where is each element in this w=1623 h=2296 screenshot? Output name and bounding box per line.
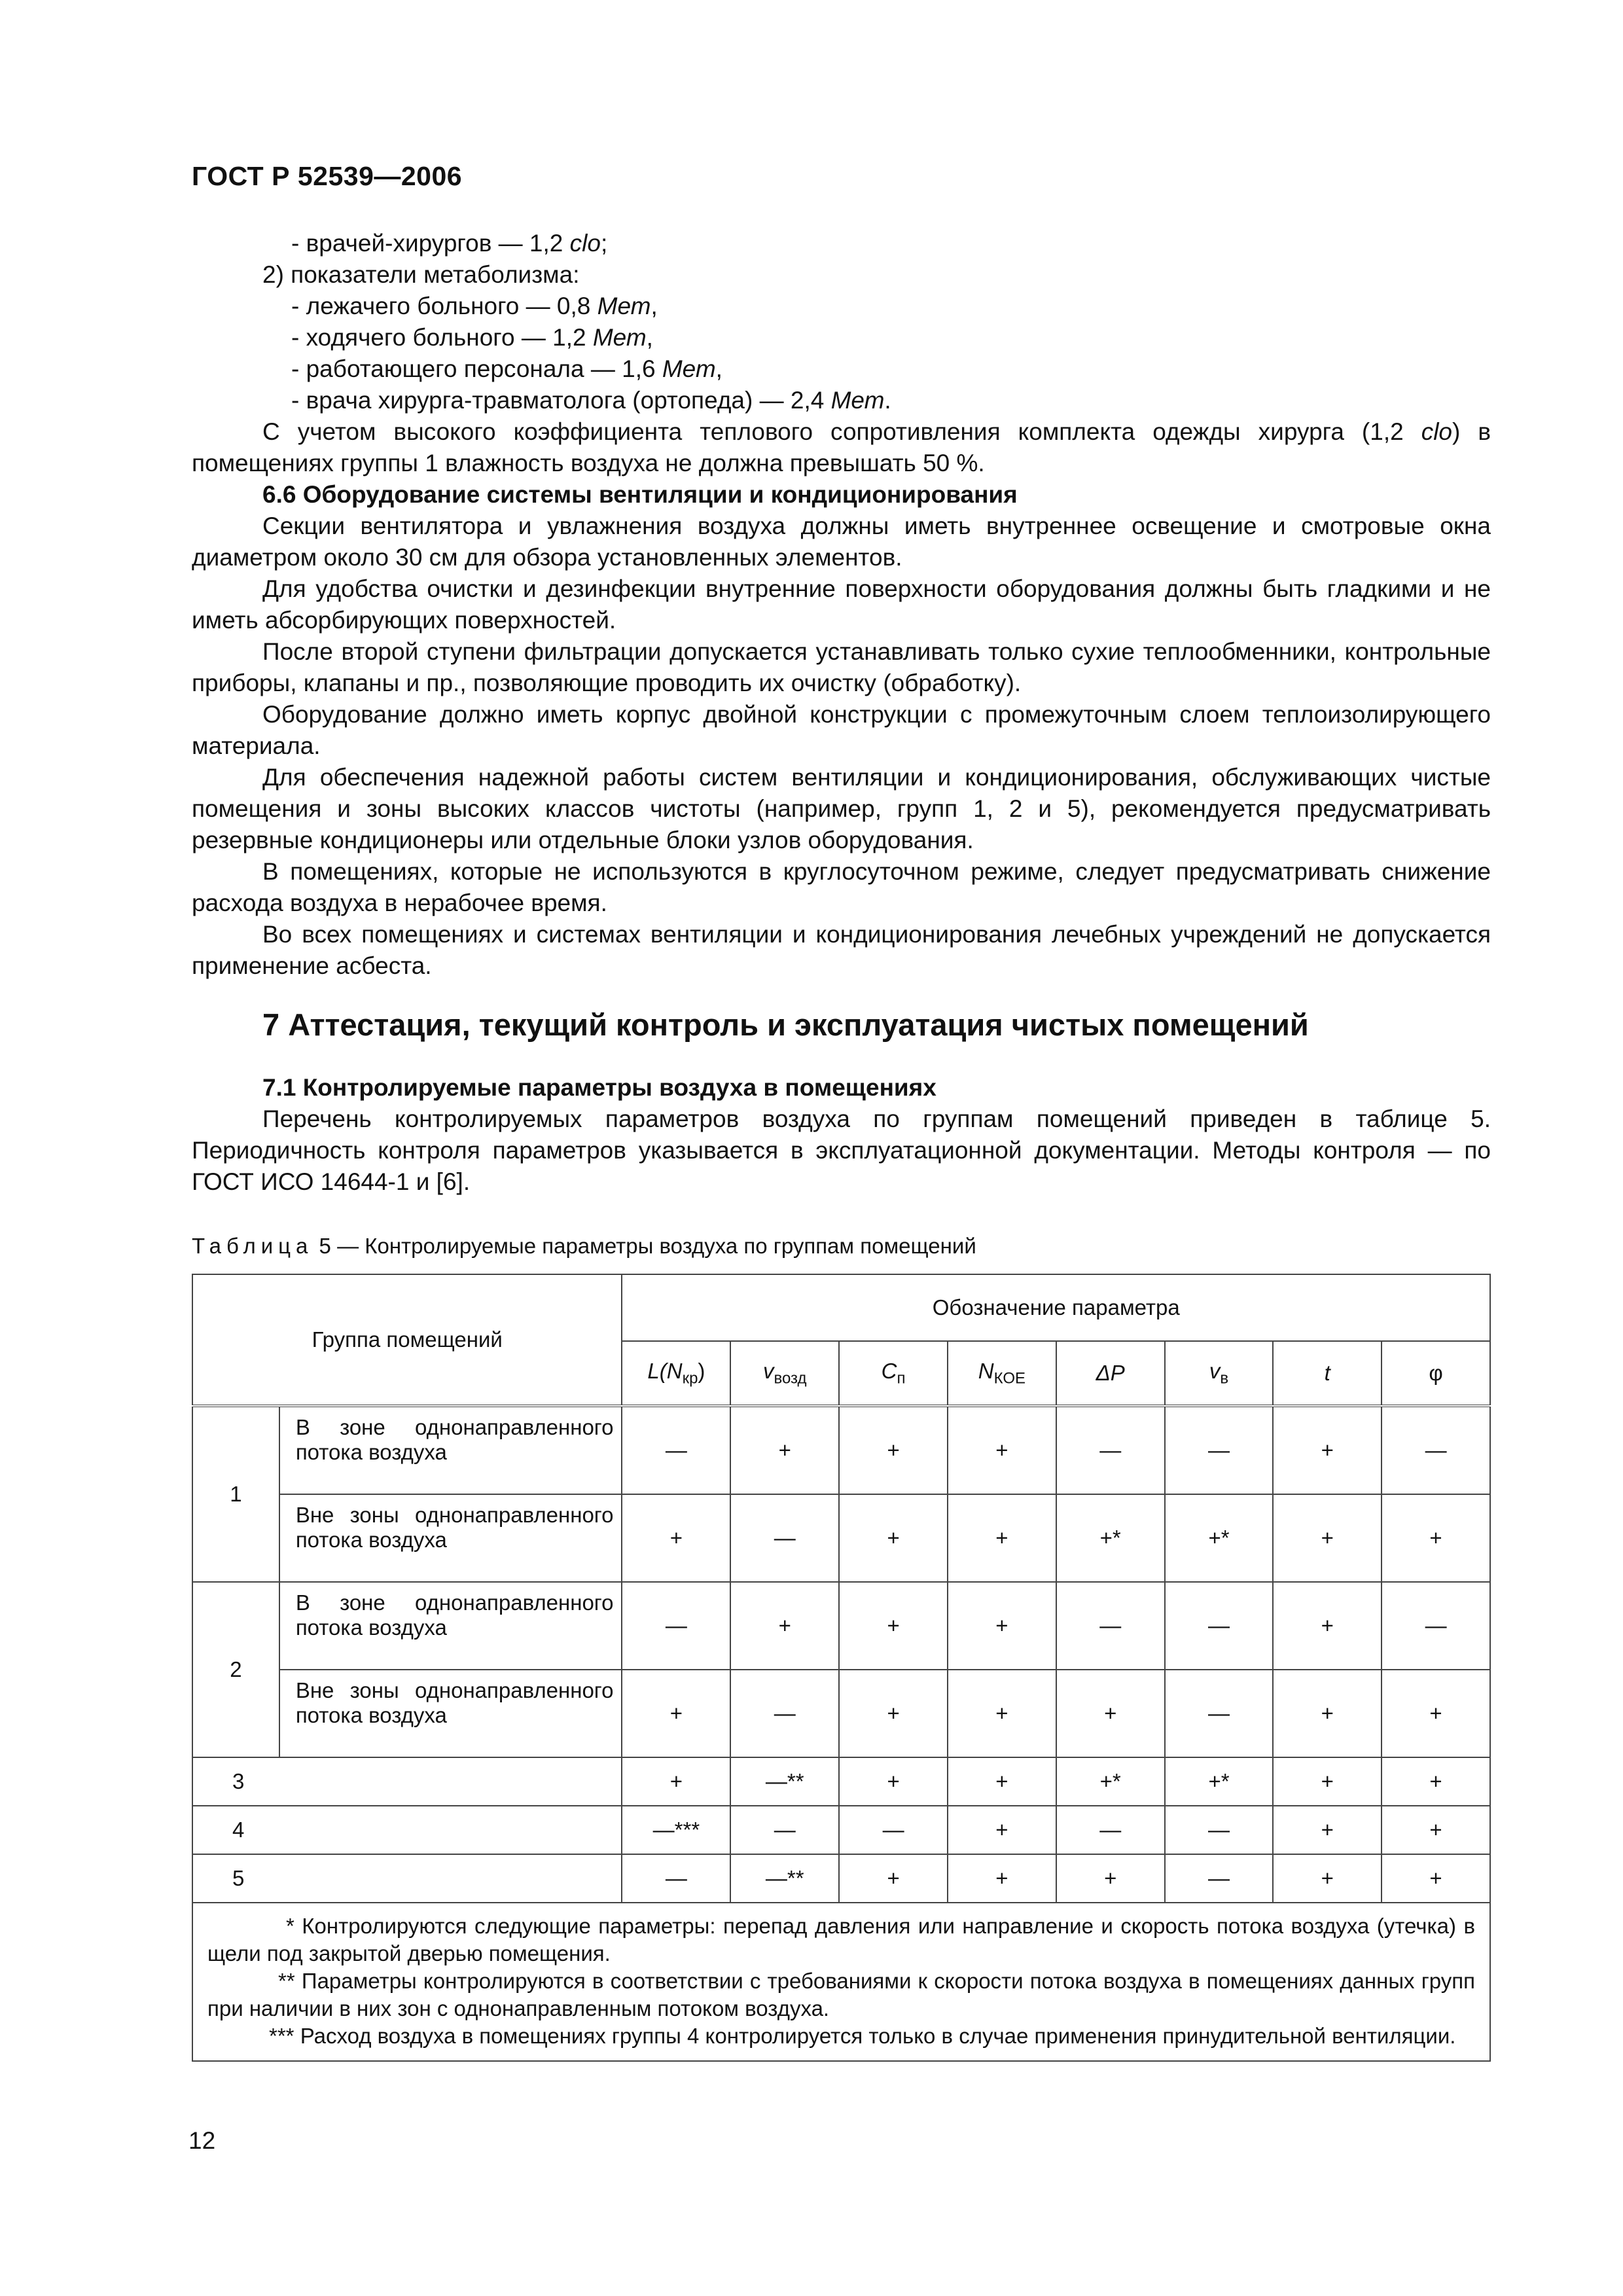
param-col-header: φ (1382, 1341, 1490, 1406)
table-cell: + (622, 1670, 730, 1757)
table-cell: — (622, 1582, 730, 1670)
section-7-1-paragraph: Перечень контролируемых параметров воздуха по группам помещений приведен в таблице 5. Периодичность контроля параметров указывается в эксплуатационной документации. Методы контроля — по ГОСТ ИСО 14644-1 и [6]. (192, 1105, 1491, 1195)
section-6-6-paragraph: После второй ступени фильтрации допускается устанавливать только сухие теплообменники, контрольные приборы, клапаны и пр., позволяющие проводить их очистку (обработку). (192, 638, 1491, 696)
section-6-6-paragraph: Для удобства очистки и дезинфекции внутренние поверхности оборудования должны быть гладкими и не иметь абсорбирующих поверхностей. (192, 575, 1491, 634)
group-number: 1 (192, 1406, 279, 1582)
section-6-6-paragraph: В помещениях, которые не используются в круглосуточном режиме, следует предусматривать снижение расхода воздуха в нерабочее время. (192, 858, 1491, 916)
table-cell: + (839, 1757, 948, 1806)
metabolism-line: - врача хирурга-травматолога (ортопеда) — 2,4 Мет. (291, 387, 891, 414)
table-row (192, 1854, 1490, 1903)
section-6-6-paragraph: Оборудование должно иметь корпус двойной конструкции с промежуточным слоем теплоизолирующего материала. (192, 701, 1491, 759)
metabolism-line: 2) показатели метаболизма: (262, 261, 580, 288)
table-caption-text: 5 — Контролируемые параметры воздуха по группам помещений (313, 1234, 976, 1258)
table-cell: + (839, 1406, 948, 1494)
table-cell: +* (1165, 1757, 1274, 1806)
zone-label: Вне зоны однонаправленного потока воздуха (279, 1670, 622, 1757)
table-cell: —** (730, 1854, 839, 1903)
section-6-5-continued (192, 228, 1491, 982)
metabolism-line: - врачей-хирургов — 1,2 clo; (291, 230, 608, 257)
table-notes (192, 1903, 1490, 2061)
table-cell: + (948, 1582, 1056, 1670)
table-cell: — (1056, 1806, 1165, 1854)
table-cell: + (839, 1494, 948, 1582)
standard-id-header: ГОСТ Р 52539—2006 (192, 161, 463, 191)
group-number: 5 (192, 1854, 622, 1903)
section-7-title: 7 Аттестация, текущий контроль и эксплуатация чистых помещений (262, 1007, 1309, 1042)
param-col-header: $v_в$ (1165, 1341, 1274, 1406)
humidity-paragraph: С учетом высокого коэффициента теплового сопротивления комплекта одежды хирурга (1,2 clo) в помещениях группы 1 влажность воздуха не должна превышать 50 %. (192, 418, 1491, 476)
param-header: Обозначение параметра (622, 1274, 1490, 1341)
table-cell: + (622, 1757, 730, 1806)
table-cell: — (730, 1494, 839, 1582)
table-cell: + (622, 1494, 730, 1582)
table-cell: — (730, 1670, 839, 1757)
table-cell: + (839, 1582, 948, 1670)
table-cell: + (1273, 1670, 1382, 1757)
table-cell: + (1382, 1806, 1490, 1854)
metabolism-line: - ходячего больного — 1,2 Мет, (291, 324, 653, 351)
param-col-header: $N_{КОЕ}$ (948, 1341, 1056, 1406)
table-cell: — (1165, 1582, 1274, 1670)
param-col-header: t (1273, 1341, 1382, 1406)
section-6-6-paragraph: Во всех помещениях и системах вентиляции и кондиционирования лечебных учреждений не допускается применение асбеста. (192, 921, 1491, 979)
table-note: ** Параметры контролируются в соответствии с требованиями к скорости потока воздуха в помещениях данных групп при наличии в них зон с однонаправленным потоком воздуха. (207, 1969, 1475, 2020)
param-col-header: $v_{возд}$ (730, 1341, 839, 1406)
table-cell: — (1056, 1582, 1165, 1670)
table-cell: — (1382, 1406, 1490, 1494)
table-cell: — (839, 1806, 948, 1854)
table-cell: + (948, 1494, 1056, 1582)
table-cell: + (948, 1406, 1056, 1494)
table-cell: + (1273, 1757, 1382, 1806)
table-cell: +* (1056, 1757, 1165, 1806)
table-cell: + (1273, 1806, 1382, 1854)
table-cell: + (1382, 1494, 1490, 1582)
table-row (192, 1757, 1490, 1806)
group-header: Группа помещений (192, 1274, 622, 1406)
group-number: 2 (192, 1582, 279, 1757)
group-number: 4 (192, 1806, 622, 1854)
param-col-header: ΔP (1056, 1341, 1165, 1406)
table-row (192, 1806, 1490, 1854)
zone-label: В зоне однонаправленного потока воздуха (279, 1406, 622, 1494)
table-cell: — (1056, 1406, 1165, 1494)
zone-label: В зоне однонаправленного потока воздуха (279, 1582, 622, 1670)
table-cell: — (622, 1406, 730, 1494)
table-notes-row (192, 1903, 1490, 2061)
table-note: *** Расход воздуха в помещениях группы 4 контролируется только в случае применения принудительной вентиляции. (269, 2024, 1456, 2048)
group-number: 3 (192, 1757, 622, 1806)
table-cell: —*** (622, 1806, 730, 1854)
table-cell: —** (730, 1757, 839, 1806)
section-7-1 (192, 1072, 1491, 1198)
table-row (192, 1582, 1490, 1670)
table-cell: +* (1165, 1494, 1274, 1582)
table-row (192, 1670, 1490, 1757)
section-6-6-paragraph: Для обеспечения надежной работы систем вентиляции и кондиционирования, обслуживающих чистые помещения и зоны высоких классов чистоты (например, групп 1, 2 и 5), рекомендуется предусматривать резервные кондиционеры или отдельные блоки узлов оборудования. (192, 764, 1491, 853)
table-cell: — (730, 1806, 839, 1854)
table-row (192, 1406, 1490, 1494)
table-cell: — (1165, 1406, 1274, 1494)
parameters-table (192, 1274, 1491, 2062)
section-7-1-title: 7.1 Контролируемые параметры воздуха в помещениях (262, 1074, 936, 1101)
section-6-6-paragraph: Секции вентилятора и увлажнения воздуха должны иметь внутреннее освещение и смотровые окна диаметром около 30 см для обзора установленных элементов. (192, 512, 1491, 571)
table-cell: + (1382, 1854, 1490, 1903)
metabolism-line: - работающего персонала — 1,6 Мет, (291, 355, 722, 382)
metabolism-line: - лежачего больного — 0,8 Мет, (291, 293, 658, 319)
table-cell: + (1056, 1854, 1165, 1903)
table-cell: — (1165, 1670, 1274, 1757)
table-cell: + (948, 1854, 1056, 1903)
table-note: * Контролируются следующие параметры: перепад давления или направление и скорость потока воздуха (утечка) в щели под закрытой дверью помещения. (207, 1914, 1475, 1965)
table-cell: + (1382, 1757, 1490, 1806)
table-cell: + (1273, 1582, 1382, 1670)
section-6-6-title: 6.6 Оборудование системы вентиляции и кондиционирования (262, 481, 1018, 508)
table-cell: +* (1056, 1494, 1165, 1582)
page-number: 12 (188, 2127, 216, 2154)
table-cell: + (730, 1582, 839, 1670)
table-cell: + (1273, 1406, 1382, 1494)
table-cell: + (839, 1854, 948, 1903)
table-cell: + (1273, 1854, 1382, 1903)
table-cell: + (948, 1806, 1056, 1854)
table-cell: + (839, 1670, 948, 1757)
table-cell: — (1165, 1854, 1274, 1903)
table-cell: + (1382, 1670, 1490, 1757)
table-cell: — (622, 1854, 730, 1903)
table-cell: + (730, 1406, 839, 1494)
table-cell: + (948, 1670, 1056, 1757)
param-col-header: $C_п$ (839, 1341, 948, 1406)
table-cell: + (1056, 1670, 1165, 1757)
param-col-header: $L(N_{кр})$ (622, 1341, 730, 1406)
table-row (192, 1494, 1490, 1582)
table-cell: — (1165, 1806, 1274, 1854)
table-cell: + (1273, 1494, 1382, 1582)
table-caption-label: Таблица (192, 1234, 313, 1258)
table-cell: — (1382, 1582, 1490, 1670)
table-caption (192, 1234, 976, 1259)
zone-label: Вне зоны однонаправленного потока воздуха (279, 1494, 622, 1582)
table-cell: + (948, 1757, 1056, 1806)
